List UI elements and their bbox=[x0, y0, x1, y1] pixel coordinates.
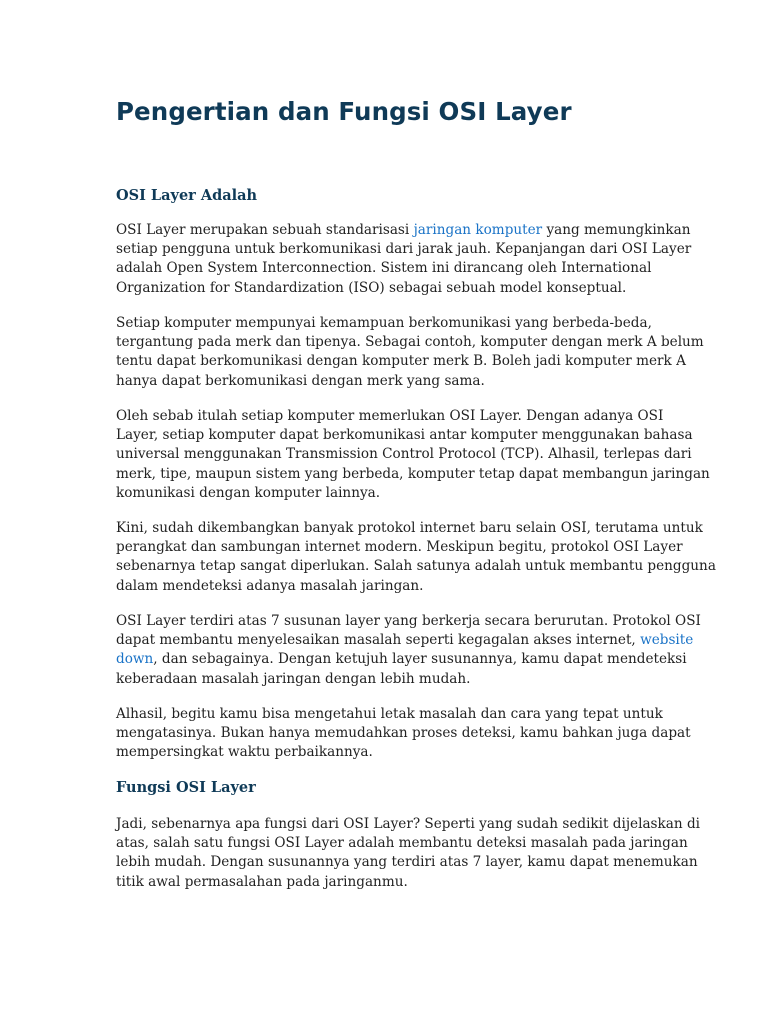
paragraph-line bbox=[116, 815, 700, 834]
section-heading-fungsi-osi-layer: Fungsi OSI Layer bbox=[116, 779, 256, 796]
text-run: Oleh sebab itulah setiap komputer memerlukan OSI Layer. Dengan adanya OSI bbox=[116, 408, 664, 424]
text-run: Setiap komputer mempunyai kemampuan berkomunikasi yang berbeda-beda, bbox=[116, 315, 652, 331]
paragraph-line bbox=[116, 259, 650, 278]
text-run: Jadi, sebenarnya apa fungsi dari OSI Layer? Seperti yang sudah sedikit dijelaskan di bbox=[116, 816, 700, 832]
text-run: merk, tipe, maupun sistem yang berbeda, komputer tetap dapat membangun jaringan bbox=[116, 465, 710, 482]
page-title: Pengertian dan Fungsi OSI Layer bbox=[116, 97, 572, 126]
text-run: dapat membantu menyelesaikan masalah seperti kegagalan akses internet, bbox=[116, 632, 641, 649]
text-run: Layer, setiap komputer dapat berkomunikasi antar komputer menggunakan bahasa bbox=[116, 427, 693, 444]
paragraph-line bbox=[116, 333, 704, 352]
paragraph-line bbox=[116, 372, 650, 391]
paragraph-line bbox=[116, 445, 692, 464]
paragraph-line bbox=[116, 426, 693, 445]
paragraph-line bbox=[116, 853, 698, 872]
text-run: mengatasinya. Bukan hanya memudahkan proses deteksi, kamu bahkan juga dapat bbox=[116, 725, 691, 742]
paragraph-line bbox=[116, 538, 683, 557]
text-run: setiap pengguna untuk berkomunikasi dari jarak jauh. Kepanjangan dari OSI Layer bbox=[116, 241, 692, 258]
paragraph-line bbox=[116, 557, 716, 576]
paragraph bbox=[116, 407, 710, 503]
paragraph-line bbox=[116, 407, 664, 426]
text-run: universal menggunakan Transmission Control Protocol (TCP). Alhasil, terlepas dari bbox=[116, 446, 692, 463]
paragraph-line bbox=[116, 612, 701, 631]
paragraph bbox=[116, 314, 704, 391]
paragraph-line bbox=[116, 240, 692, 259]
paragraph-line bbox=[116, 834, 688, 853]
text-run: tentu dapat berkomunikasi dengan komputer merk B. Boleh jadi komputer merk A bbox=[116, 353, 686, 370]
paragraph-line bbox=[116, 670, 650, 689]
paragraph-line bbox=[116, 873, 650, 892]
text-run: Alhasil, begitu kamu bisa mengetahui letak masalah dan cara yang tepat untuk bbox=[116, 706, 663, 722]
paragraph-line bbox=[116, 705, 663, 724]
paragraph-line bbox=[116, 631, 694, 650]
inline-link[interactable]: down bbox=[116, 651, 154, 668]
paragraph-line bbox=[116, 279, 650, 298]
section-heading-osi-layer-adalah: OSI Layer Adalah bbox=[116, 187, 258, 204]
paragraph-line bbox=[116, 314, 650, 333]
paragraph-line bbox=[116, 352, 686, 371]
text-run: sebenarnya tetap sangat diperlukan. Salah satunya adalah untuk membantu pengguna bbox=[116, 558, 716, 575]
text-run: adalah Open System Interconnection. Sistem ini dirancang oleh International bbox=[116, 260, 652, 277]
text-run: , dan sebagainya. Dengan ketujuh layer susunannya, kamu dapat mendeteksi bbox=[153, 651, 687, 668]
text-run: Kini, sudah dikembangkan banyak protokol internet baru selain OSI, terutama untuk bbox=[116, 520, 703, 536]
paragraph-line bbox=[116, 221, 691, 240]
text-run: keberadaan masalah jaringan dengan lebih mudah. bbox=[116, 670, 471, 687]
paragraph bbox=[116, 612, 701, 689]
paragraph-line bbox=[116, 650, 687, 669]
paragraph-line bbox=[116, 724, 691, 743]
paragraph bbox=[116, 705, 691, 763]
paragraph-line bbox=[116, 743, 650, 762]
inline-link[interactable]: website bbox=[640, 632, 694, 649]
text-run: komunikasi dengan komputer lainnya. bbox=[116, 484, 381, 501]
paragraph bbox=[116, 815, 700, 892]
text-run: dalam mendeteksi adanya masalah jaringan. bbox=[116, 577, 424, 594]
paragraph bbox=[116, 221, 692, 298]
paragraph bbox=[116, 519, 716, 596]
inline-link[interactable]: jaringan komputer bbox=[413, 222, 543, 238]
text-run: mempersingkat waktu perbaikannya. bbox=[116, 744, 373, 761]
text-run: yang memungkinkan bbox=[542, 222, 691, 238]
text-run: perangkat dan sambungan internet modern. Meskipun begitu, protokol OSI Layer bbox=[116, 539, 683, 556]
paragraph-line bbox=[116, 484, 650, 503]
text-run: tergantung pada merk dan tipenya. Sebagai contoh, komputer dengan merk A belum bbox=[116, 334, 704, 351]
paragraph-line bbox=[116, 577, 650, 596]
paragraph-line bbox=[116, 465, 710, 484]
text-run: OSI Layer terdiri atas 7 susunan layer yang berkerja secara berurutan. Protokol OSI bbox=[116, 613, 701, 629]
text-run: atas, salah satu fungsi OSI Layer adalah membantu deteksi masalah pada jaringan bbox=[116, 835, 688, 852]
text-run: OSI Layer merupakan sebuah standarisasi bbox=[116, 222, 414, 238]
text-run: hanya dapat berkomunikasi dengan merk yang sama. bbox=[116, 372, 485, 389]
text-run: lebih mudah. Dengan susunannya yang terdiri atas 7 layer, kamu dapat menemukan bbox=[116, 854, 698, 871]
text-run: titik awal permasalahan pada jaringanmu. bbox=[116, 873, 408, 890]
paragraph-line bbox=[116, 519, 703, 538]
text-run: Organization for Standardization (ISO) sebagai sebuah model konseptual. bbox=[116, 279, 627, 296]
